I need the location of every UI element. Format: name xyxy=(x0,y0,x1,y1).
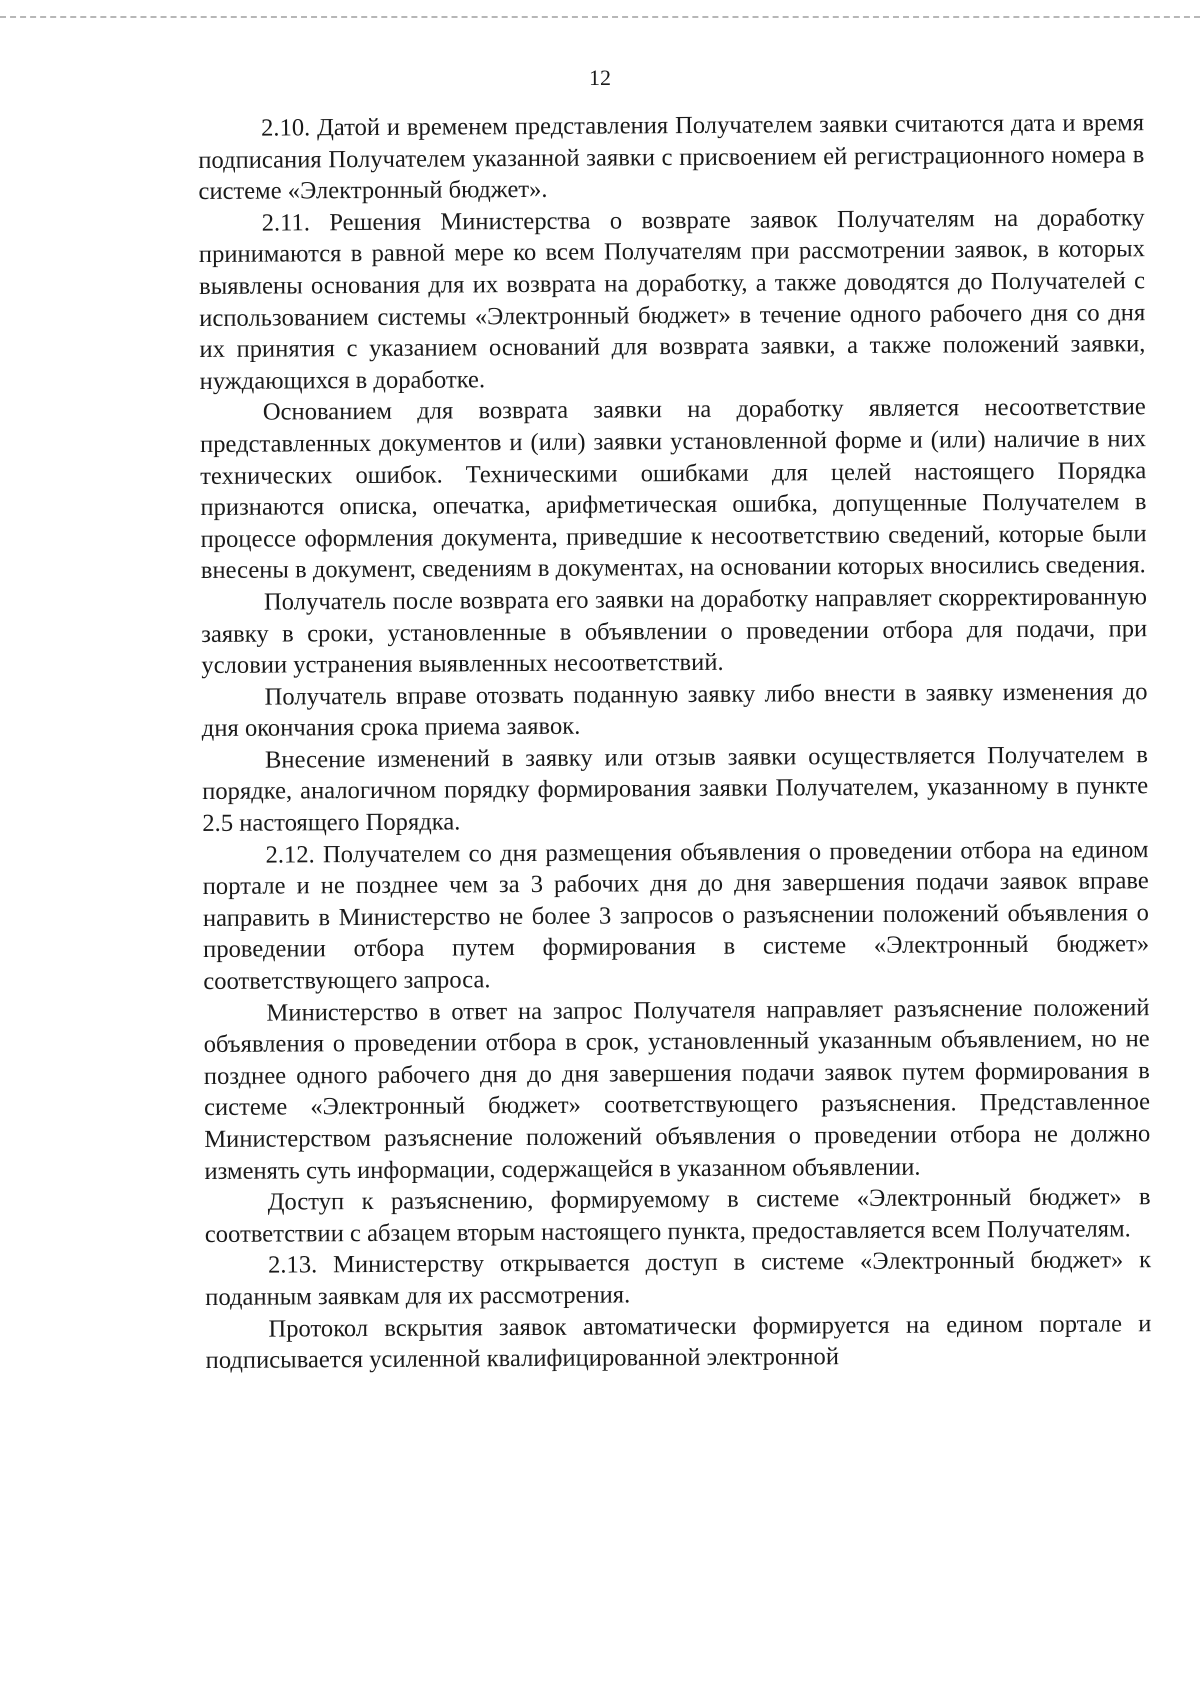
paragraph-2-13: 2.13. Министерству открывается доступ в системе «Электронный бюджет» к поданным заявкам для их рассмотрения. xyxy=(205,1246,1152,1311)
paragraph-opening-protocol: Протокол вскрытия заявок автоматически формируется на едином портале и подписывается усиленной квалифицированной электронной xyxy=(205,1309,1152,1375)
paragraph-2-12: 2.12. Получателем со дня размещения объявления о проведении отбора на едином портале и не позднее чем за 3 рабочих дня до дня завершения подачи заявок вправе направить в Министерство не более 3 запросов о разъяснении положений объявления о проведении отбора путем формирования в системе «Электронный бюджет» соответствующего запроса. xyxy=(202,835,1150,996)
document-body xyxy=(198,107,1152,1377)
paragraph-2-10: 2.10. Датой и временем представления Получателем заявки считаются дата и время подписания Получателем указанной заявки с присвоением ей регистрационного номера в системе «Электронный бюджет». xyxy=(198,109,1145,206)
paragraph-withdraw-application: Получатель вправе отозвать поданную заявку либо внести в заявку изменения до дня окончания срока приема заявок. xyxy=(201,677,1148,743)
paragraph-2-11: 2.11. Решения Министерства о возврате заявок Получателям на доработку принимаются в равной мере ко всем Получателям при рассмотрении заявок, в которых выявлены основания для их возврата на доработку, а также доводятся до Получателей с использованием системы «Электронный бюджет» в течение одного рабочего дня со дня их принятия с указанием оснований для возврата заявки, а также положений заявки, нуждающихся в доработке. xyxy=(198,204,1146,395)
paragraph-clarification-access: Доступ к разъяснению, формируемому в системе «Электронный бюджет» в соответствии с абзацем вторым настоящего пункта, предоставляется всем Получателям. xyxy=(204,1183,1151,1248)
scan-edge-artifact xyxy=(0,16,1200,18)
page-number: 12 xyxy=(589,65,611,90)
paragraph-corrected-application: Получатель после возврата его заявки на доработку направляет скорректированную заявку в сроки, установленные в объявлении о проведении отбора для подачи, при условии устранения выявленных несоответствий. xyxy=(201,583,1148,680)
paragraph-return-grounds: Основанием для возврата заявки на доработку является несоответствие представленных документов и (или) заявки установленной форме и (или) наличие в них технических ошибок. Техническими ошибками для целей настоящего Порядка признаются описка, опечатка, арифметическая ошибка, допущенные Получателем в процессе оформления документа, приведшие к несоответствию сведений, которые были внесены в документ, сведениям в документах, на основании которых вносились сведения. xyxy=(199,393,1147,585)
paragraph-ministry-clarification: Министерство в ответ на запрос Получателя направляет разъяснение положений объявления о проведении отбора в срок, установленный указанным объявлением, но не позднее одного рабочего дня до дня завершения подачи заявок путем формирования в системе «Электронный бюджет» соответствующего разъяснения. Представленное Министерством разъяснение положений объявления о проведении отбора не должно изменять суть информации, содержащейся в указанном объявлении. xyxy=(203,993,1151,1185)
paragraph-changes-procedure: Внесение изменений в заявку или отзыв заявки осуществляется Получателем в порядке, аналогичном порядку формирования заявки Получателем, указанному в пункте 2.5 настоящего Порядка. xyxy=(202,741,1149,838)
